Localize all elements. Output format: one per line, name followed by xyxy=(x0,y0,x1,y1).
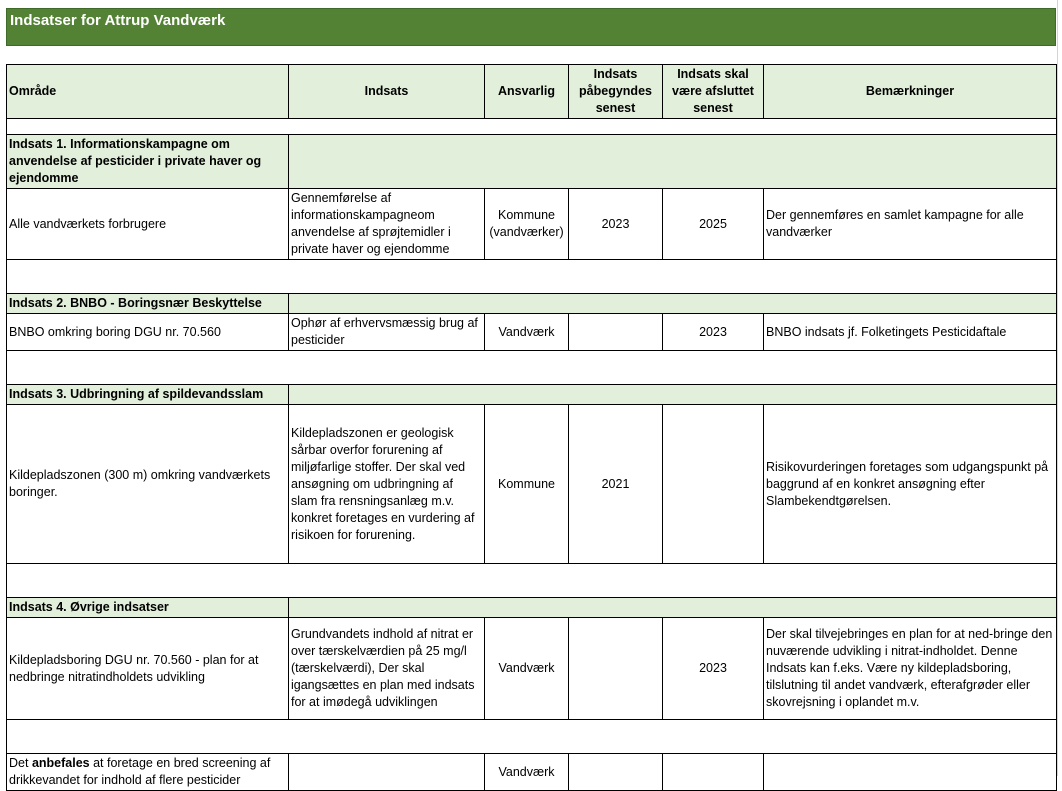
table-row xyxy=(7,618,1057,720)
blank-row xyxy=(7,720,1057,754)
blank-row xyxy=(7,260,1057,294)
header-indsats: Indsats xyxy=(289,65,485,119)
section-heading-fill xyxy=(289,135,1057,189)
cell-ansvarlig: Vandværk xyxy=(485,618,569,720)
blank-row xyxy=(7,564,1057,598)
section-heading-fill xyxy=(289,598,1057,618)
cell-bemaerkninger: Der gennemføres en samlet kampagne for alle vandværker xyxy=(764,189,1057,260)
cell-ansvarlig: Kommune xyxy=(485,405,569,564)
cell-ansvarlig: Vandværk xyxy=(485,754,569,791)
section-heading: Indsats 2. BNBO - Boringsnær Beskyttelse xyxy=(7,294,289,314)
cell-indsats: Gennemførelse af informationskampagneom anvendelse af sprøjtemidler i private haver og ejendomme xyxy=(289,189,485,260)
cell-omraade: Kildepladsboring DGU nr. 70.560 - plan for at nedbringe nitratindholdets udvikling xyxy=(7,618,289,720)
blank-cell xyxy=(7,260,1057,294)
cell-indsats: Kildepladszonen er geologisk sårbar overfor forurening af miljøfarlige stoffer. Der skal ved ansøgning om udbringning af slam fra rensningsanlæg m.v. konkret foretages en vurdering af risikoen for forurening. xyxy=(289,405,485,564)
anbefales-post: at foretage en bred screening af drikkevandet for indhold af flere pesticider xyxy=(9,756,271,787)
sheet-title: Indsatser for Attrup Vandværk xyxy=(6,8,1056,46)
section-heading-row xyxy=(7,294,1057,314)
cell-afsluttet: 2023 xyxy=(663,314,764,351)
section-heading-row xyxy=(7,135,1057,189)
section-heading: Indsats 4. Øvrige indsatser xyxy=(7,598,289,618)
table-row xyxy=(7,314,1057,351)
cell-omraade: Kildepladszonen (300 m) omkring vandværkets boringer. xyxy=(7,405,289,564)
cell-ansvarlig: Kommune (vandværker) xyxy=(485,189,569,260)
table-row xyxy=(7,405,1057,564)
cell-paabegyndes: 2023 xyxy=(569,189,663,260)
table-row xyxy=(7,754,1057,791)
cell-paabegyndes: 2021 xyxy=(569,405,663,564)
header-bemaerkninger: Bemærkninger xyxy=(764,65,1057,119)
section-heading: Indsats 1. Informationskampagne om anvendelse af pesticider i private haver og ejendomme xyxy=(7,135,289,189)
cell-afsluttet xyxy=(663,754,764,791)
blank-row xyxy=(7,119,1057,135)
cell-paabegyndes xyxy=(569,754,663,791)
cell-bemaerkninger: Der skal tilvejebringes en plan for at ned-bringe den nuværende udvikling i nitrat-indholdet. Denne Indsats kan f.eks. Være ny kildepladsboring, tilslutning til andet vandværk, efterafgrøder eller skovrejsning i oplandet m.v. xyxy=(764,618,1057,720)
table-row xyxy=(7,189,1057,260)
section-heading-fill xyxy=(289,385,1057,405)
cell-afsluttet xyxy=(663,405,764,564)
header-ansvarlig: Ansvarlig xyxy=(485,65,569,119)
grid-edge xyxy=(1057,0,1062,776)
cell-bemaerkninger xyxy=(764,754,1057,791)
anbefales-pre: Det xyxy=(9,756,29,770)
header-afsluttet: Indsats skal være afsluttet senest xyxy=(663,65,764,119)
blank-cell xyxy=(7,564,1057,598)
cell-ansvarlig: Vandværk xyxy=(485,314,569,351)
cell-indsats xyxy=(289,754,485,791)
header-omraade: Område xyxy=(7,65,289,119)
cell-paabegyndes xyxy=(569,618,663,720)
indsats-table xyxy=(6,64,1057,791)
cell-omraade: Alle vandværkets forbrugere xyxy=(7,189,289,260)
section-heading-row xyxy=(7,385,1057,405)
header-paabegyndes: Indsats påbegyndes senest xyxy=(569,65,663,119)
cell-omraade: BNBO omkring boring DGU nr. 70.560 xyxy=(7,314,289,351)
cell-afsluttet: 2025 xyxy=(663,189,764,260)
blank-cell xyxy=(7,119,1057,135)
cell-paabegyndes xyxy=(569,314,663,351)
anbefales-bold: anbefales xyxy=(31,756,90,770)
section-heading: Indsats 3. Udbringning af spildevandsslam xyxy=(7,385,289,405)
section-heading-fill xyxy=(289,294,1057,314)
blank-cell xyxy=(7,351,1057,385)
cell-bemaerkninger: BNBO indsats jf. Folketingets Pesticidaftale xyxy=(764,314,1057,351)
cell-indsats: Grundvandets indhold af nitrat er over tærskelværdien på 25 mg/l (tærskelværdi), Der skal igangsættes en plan med indsats for at imødegå udviklingen xyxy=(289,618,485,720)
blank-row xyxy=(7,351,1057,385)
header-row xyxy=(7,65,1057,119)
cell-bemaerkninger: Risikovurderingen foretages som udgangspunkt på baggrund af en konkret ansøgning efter Slambekendtgørelsen. xyxy=(764,405,1057,564)
cell-indsats: Ophør af erhvervsmæssig brug af pesticider xyxy=(289,314,485,351)
section-heading-row xyxy=(7,598,1057,618)
cell-omraade xyxy=(7,754,289,791)
cell-afsluttet: 2023 xyxy=(663,618,764,720)
blank-cell xyxy=(7,720,1057,754)
